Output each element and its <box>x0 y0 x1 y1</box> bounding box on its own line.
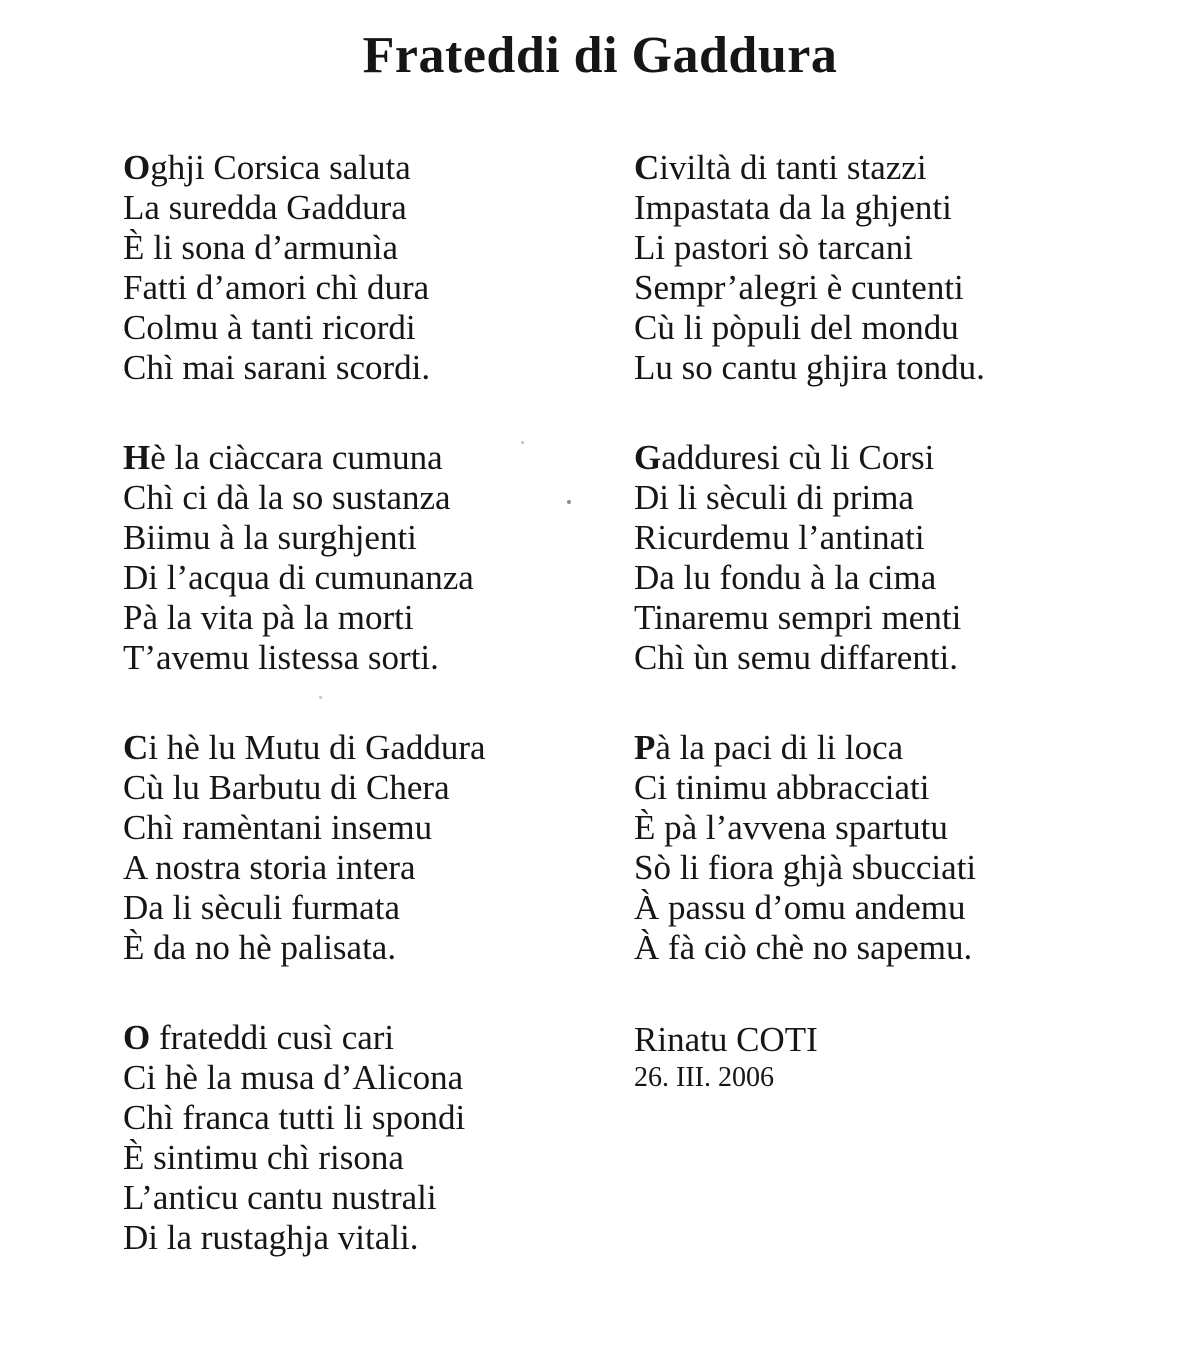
stanza-initial: G <box>634 438 662 477</box>
poem-line: A nostra storia intera <box>123 848 416 887</box>
poem-line: Chì franca tutti li spondi <box>123 1098 466 1137</box>
date-written: 26. III. 2006 <box>634 1062 774 1093</box>
poem-line: Di li sèculi di prima <box>634 478 914 517</box>
poem-line: Di la rustaghja vitali. <box>123 1218 419 1257</box>
poem-line-text: iviltà di tanti stazzi <box>659 148 927 187</box>
poem-line: Biimu à la surghjenti <box>123 518 417 557</box>
poem-line: À passu d’omu andemu <box>634 888 966 927</box>
poem-line: Cù li pòpuli del mondu <box>634 308 959 347</box>
poem-line: È sintimu chì risona <box>123 1138 404 1177</box>
poem-line: T’avemu listessa sorti. <box>123 638 439 677</box>
poem-line: Tinaremu sempri menti <box>634 598 962 637</box>
poem-line: Pà la vita pà la morti <box>123 598 414 637</box>
poem-line: Lu so cantu ghjira tondu. <box>634 348 985 387</box>
poem-line: Cù lu Barbutu di Chera <box>123 768 450 807</box>
author-name: Rinatu COTI <box>634 1020 818 1059</box>
scan-speck <box>319 696 322 699</box>
poem-line <box>123 438 486 478</box>
scan-speck <box>521 441 524 444</box>
poem-line-text: è la ciàccara cumuna <box>150 438 443 477</box>
poem-line: Fatti d’amori chì dura <box>123 268 430 307</box>
poem-line: È li sona d’armunìa <box>123 228 399 267</box>
poem-line: Sò li fiora ghjà sbucciati <box>634 848 977 887</box>
poem-line: Di l’acqua di cumunanza <box>123 558 474 597</box>
poem-line <box>634 438 985 478</box>
stanza-initial: P <box>634 728 656 767</box>
poem-line: Impastata da la ghjenti <box>634 188 952 227</box>
stanza <box>123 728 486 968</box>
poem-line <box>634 148 985 188</box>
stanza-initial: C <box>634 148 660 187</box>
poem-line: Ricurdemu l’antinati <box>634 518 925 557</box>
stanza <box>634 438 985 678</box>
poem-line: La suredda Gaddura <box>123 188 407 227</box>
poem-line <box>123 728 486 768</box>
stanza-initial: C <box>123 728 149 767</box>
stanza <box>634 148 985 388</box>
poem-line: Ci tinimu abbracciati <box>634 768 930 807</box>
poem-line: È da no hè palisata. <box>123 928 397 967</box>
stanza-initial: O <box>123 148 151 187</box>
stanza <box>123 438 486 678</box>
poem-line-text: adduresi cù li Corsi <box>661 438 935 477</box>
stanza <box>634 728 985 968</box>
poem-title: Frateddi di Gaddura <box>362 27 838 84</box>
poem-line-text: ghji Corsica saluta <box>150 148 411 187</box>
poem-column-right <box>634 148 985 1094</box>
poem-line: Chì ci dà la so sustanza <box>123 478 451 517</box>
poem-line: Li pastori sò tarcani <box>634 228 913 267</box>
poem-line-text: frateddi cusì cari <box>150 1018 395 1057</box>
poem-line: Colmu à tanti ricordi <box>123 308 416 347</box>
scan-speck <box>567 500 571 504</box>
poem-column-left <box>123 148 486 1308</box>
poem-line: È pà l’avvena spartutu <box>634 808 948 847</box>
poem-line: Da lu fondu à la cima <box>634 558 937 597</box>
stanza <box>123 1018 486 1258</box>
poem-line: Sempr’alegri è cuntenti <box>634 268 964 307</box>
poem-line <box>123 1018 486 1058</box>
stanza-initial: H <box>123 438 151 477</box>
poem-line-text: i hè lu Mutu di Gaddura <box>148 728 486 767</box>
poem-line: Da li sèculi furmata <box>123 888 400 927</box>
poem-line: Chì ùn semu diffarenti. <box>634 638 959 677</box>
poem-line <box>123 148 486 188</box>
poem-line: Chì mai sarani scordi. <box>123 348 431 387</box>
poem-line <box>634 728 985 768</box>
signature-block <box>634 1018 985 1094</box>
poem-line: À fà ciò chè no sapemu. <box>634 928 973 967</box>
poem-line: L’anticu cantu nustrali <box>123 1178 437 1217</box>
poem-line: Chì ramèntani insemu <box>123 808 433 847</box>
poem-line-text: à la paci di li loca <box>655 728 904 767</box>
poem-line: Ci hè la musa d’Alicona <box>123 1058 464 1097</box>
stanza <box>123 148 486 388</box>
stanza-initial: O <box>123 1018 151 1057</box>
